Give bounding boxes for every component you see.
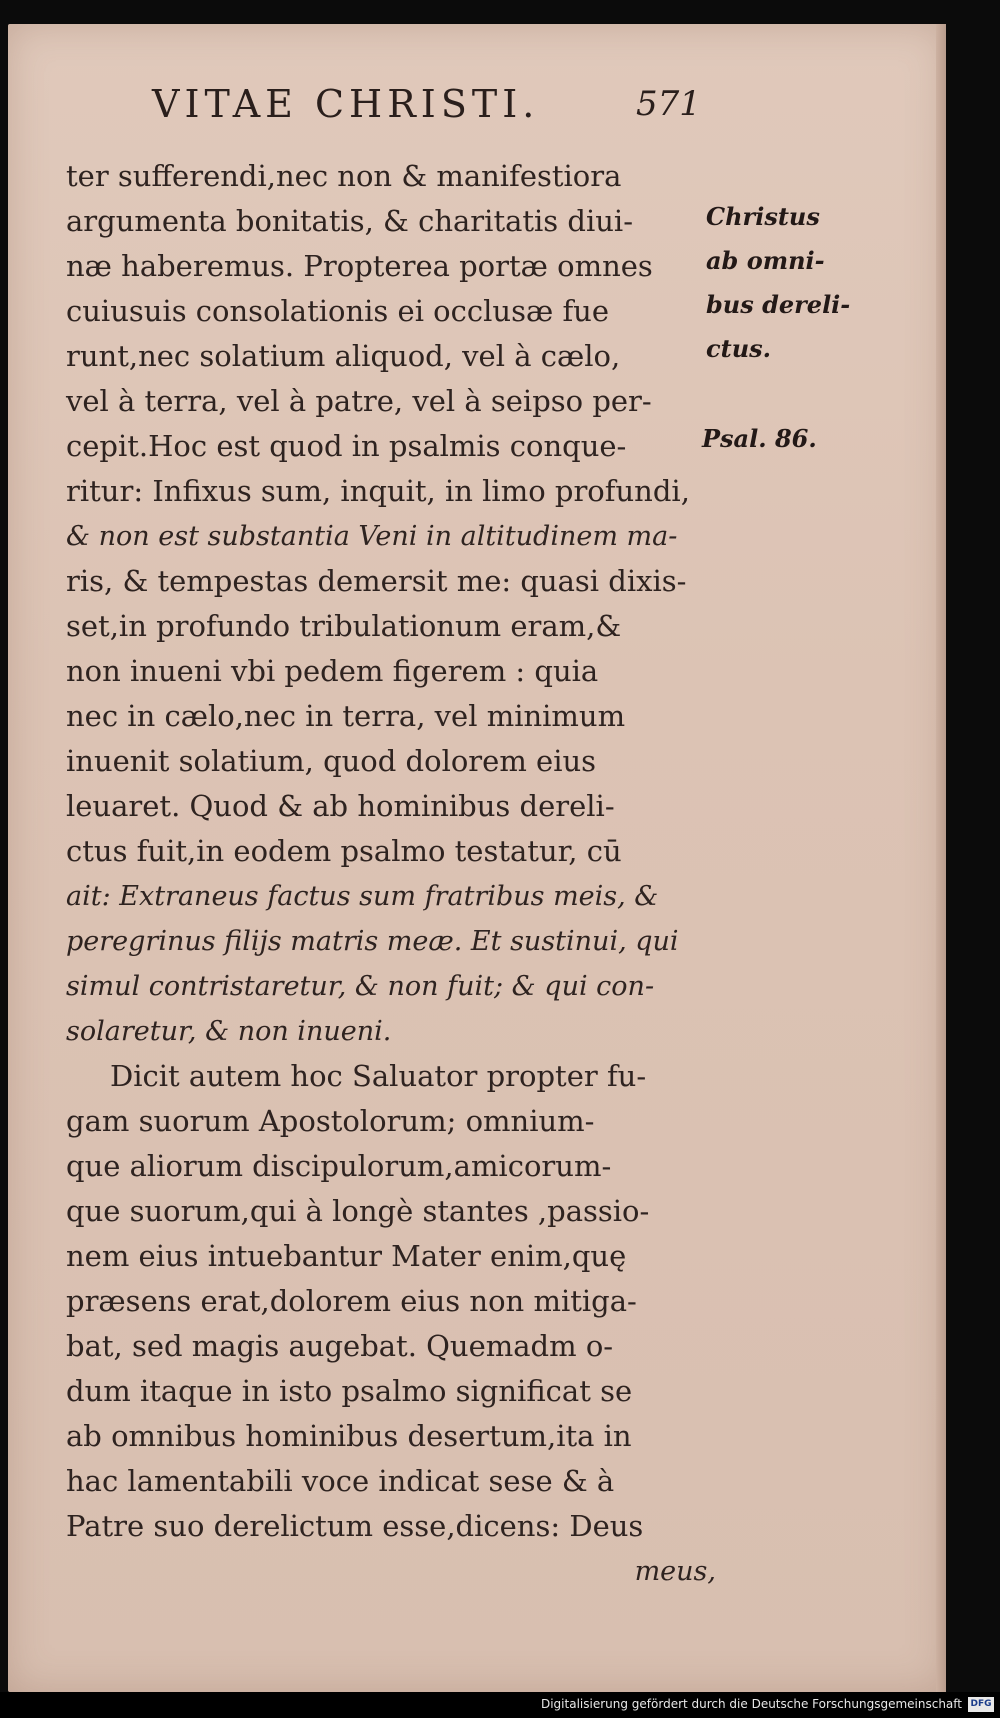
- running-title: VITAE CHRISTI.: [152, 82, 540, 126]
- text-line: [66, 199, 716, 244]
- text-line-content: meus,: [634, 1556, 716, 1587]
- text-line: [66, 469, 716, 514]
- text-line: [66, 1324, 716, 1369]
- text-line: [66, 919, 716, 964]
- text-line: [66, 874, 716, 919]
- text-line: [66, 379, 716, 424]
- text-line-content: bat, sed magis augebat. Quemadm o-: [66, 1329, 614, 1363]
- text-line-content: & non est substantia Veni in altitudinem ma-: [66, 521, 678, 552]
- text-line-content: vel à terra, vel à patre, vel à seipso per-: [66, 384, 652, 418]
- text-line-content: non inueni vbi pedem figerem : quia: [66, 654, 599, 688]
- text-line-content: nec in cælo,nec in terra, vel minimum: [66, 699, 626, 733]
- text-line: [66, 1504, 716, 1549]
- text-line: [66, 1279, 716, 1324]
- text-line-content: Dicit autem hoc Saluator propter fu-: [110, 1059, 647, 1093]
- text-line-content: gam suorum Apostolorum; omnium-: [66, 1104, 595, 1138]
- text-line-content: runt,nec solatium aliquod, vel à cælo,: [66, 339, 621, 373]
- text-line-content: solaretur, & non inueni.: [66, 1016, 392, 1047]
- margin-note: Psal. 86.: [702, 424, 817, 453]
- text-line: [66, 1189, 716, 1234]
- text-line: [66, 1054, 716, 1099]
- text-line-content: Patre suo derelictum esse,dicens: Deus: [66, 1509, 644, 1543]
- footer-bar: [0, 1692, 1000, 1718]
- text-line: [66, 649, 716, 694]
- text-line: [66, 1144, 716, 1189]
- page-edge: [936, 24, 946, 1692]
- text-line: [66, 1009, 716, 1054]
- text-line: [66, 964, 716, 1009]
- text-line: [66, 1369, 716, 1414]
- text-line: [66, 604, 716, 649]
- text-line-content: dum itaque in isto psalmo significat se: [66, 1374, 633, 1408]
- text-line-content: ait: Extraneus factus sum fratribus meis, &: [66, 881, 659, 912]
- text-line-content: leuaret. Quod & ab hominibus dereli-: [66, 789, 615, 823]
- text-line-content: peregrinus filijs matris meæ. Et sustinui, qui: [66, 926, 679, 957]
- text-line-content: que aliorum discipulorum,amicorum-: [66, 1149, 612, 1183]
- text-line: [66, 1099, 716, 1144]
- page-number: 571: [636, 84, 701, 124]
- text-line-content: cuiusuis consolationis ei occlusæ fue: [66, 294, 610, 328]
- text-line-content: næ haberemus. Propterea portæ omnes: [66, 249, 653, 283]
- text-line-content: inuenit solatium, quod dolorem eius: [66, 744, 597, 778]
- text-line-content: ab omnibus hominibus desertum,ita in: [66, 1419, 632, 1453]
- margin-note: Christus: [706, 202, 820, 231]
- text-line: [66, 559, 716, 604]
- text-line: [66, 1459, 716, 1504]
- text-line-content: ritur: Infixus sum, inquit, in limo profundi,: [66, 474, 690, 508]
- margin-note: bus dereli-: [706, 290, 851, 319]
- text-line-content: præsens erat,dolorem eius non mitiga-: [66, 1284, 637, 1318]
- text-line: [66, 829, 716, 874]
- text-line: [66, 424, 716, 469]
- funding-credit: Digitalisierung gefördert durch die Deutsche Forschungsgemeinschaft: [540, 1697, 962, 1711]
- text-line-content: ctus fuit,in eodem psalmo testatur, cū: [66, 834, 622, 868]
- text-line-content: argumenta bonitatis, & charitatis diui-: [66, 204, 634, 238]
- text-line: [66, 694, 716, 739]
- margin-note: ab omni-: [706, 246, 825, 275]
- body-text: [66, 154, 716, 1594]
- dfg-logo: DFG: [968, 1697, 994, 1712]
- text-line-content: que suorum,qui à longè stantes ,passio-: [66, 1194, 650, 1228]
- text-line: [66, 739, 716, 784]
- text-line: [66, 154, 716, 199]
- text-line: [66, 1234, 716, 1279]
- book-page: [8, 24, 946, 1692]
- text-line: [66, 514, 716, 559]
- text-line: [66, 334, 716, 379]
- text-line-content: cepit.Hoc est quod in psalmis conque-: [66, 429, 627, 463]
- margin-note: ctus.: [706, 334, 772, 363]
- text-line: [66, 1414, 716, 1459]
- text-line-content: ter sufferendi,nec non & manifestiora: [66, 159, 622, 193]
- text-line: [66, 244, 716, 289]
- text-line: [66, 784, 716, 829]
- text-line: [66, 289, 716, 334]
- running-head: [8, 82, 946, 142]
- text-line-content: hac lamentabili voce indicat sese & à: [66, 1464, 615, 1498]
- text-line-content: simul contristaretur, & non fuit; & qui con-: [66, 971, 655, 1002]
- text-line: [66, 1549, 716, 1594]
- text-line-content: ris, & tempestas demersit me: quasi dixis-: [66, 564, 687, 598]
- text-line-content: nem eius intuebantur Mater enim,quę: [66, 1239, 627, 1273]
- text-line-content: set,in profundo tribulationum eram,&: [66, 609, 622, 643]
